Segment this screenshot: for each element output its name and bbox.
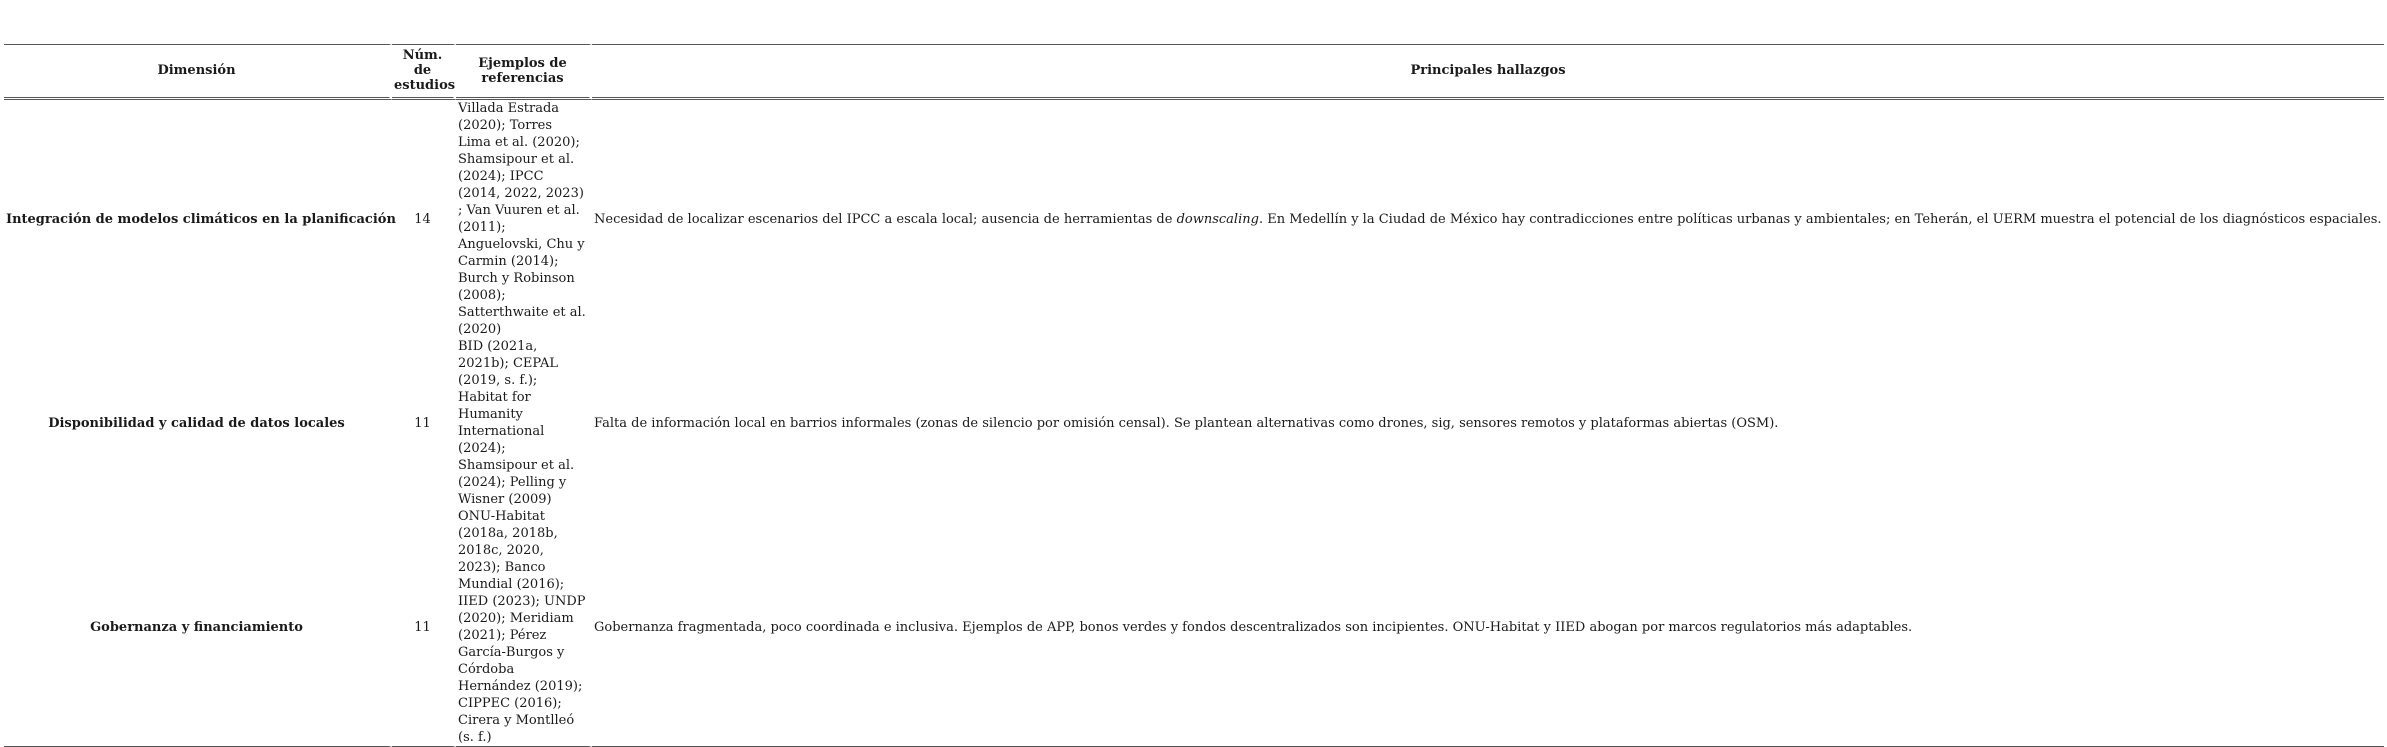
header-refs: Ejemplos de referencias bbox=[456, 44, 592, 100]
table-body bbox=[4, 100, 2384, 747]
cell-refs: Villada Estrada (2020); Torres Lima et al. (2020); Shamsipour et al. (2024); IPCC (2014, 2022, 2023) ; Van Vuuren et al. (2011); Anguelovski, Chu y Carmin (2014); Burch y Robinson (2008); Satterthwaite et al. (2020) bbox=[456, 100, 592, 338]
header-findings: Principales hallazgos bbox=[592, 44, 2384, 100]
header-num-studies: Núm. de estudios bbox=[392, 44, 456, 100]
findings-table bbox=[4, 44, 2384, 747]
header-row bbox=[4, 44, 2384, 100]
table-row bbox=[4, 508, 2384, 747]
findings-emphasis: downscaling bbox=[1176, 211, 1259, 227]
cell-findings: Falta de información local en barrios informales (zonas de silencio por omisión censal). Se plantean alternativas como drones, sig, sensores remotos y plataformas abiertas (OSM). bbox=[594, 415, 1779, 431]
cell-num-studies: 14 bbox=[392, 100, 456, 338]
findings-text-end: . En Medellín y la Ciudad de México hay contradicciones entre políticas urbanas y ambientales; en Teherán, el UERM muestra el potencial de los diagnósticos espaciales. bbox=[1258, 211, 2382, 227]
cell-num-studies: 11 bbox=[392, 338, 456, 508]
cell-dimension: Gobernanza y financiamiento bbox=[4, 508, 392, 747]
table-row bbox=[4, 338, 2384, 508]
cell-findings bbox=[592, 100, 2384, 338]
findings-text-start: Necesidad de localizar escenarios del IPCC a escala local; ausencia de herramientas de bbox=[594, 211, 1177, 227]
table-header bbox=[4, 44, 2384, 100]
cell-findings: Gobernanza fragmentada, poco coordinada e inclusiva. Ejemplos de APP, bonos verdes y fondos descentralizados son incipientes. ONU-Habitat y IIED abogan por marcos regulatorios más adaptables. bbox=[592, 508, 2384, 747]
cell-refs: ONU-Habitat (2018a, 2018b, 2018c, 2020, 2023); Banco Mundial (2016); IIED (2023); UNDP (2020); Meridiam (2021); Pérez García-Burgos y Córdoba Hernández (2019); CIPPEC (2016); Cirera y Montlleó (s. f.) bbox=[456, 508, 592, 747]
table-row bbox=[4, 100, 2384, 338]
cell-dimension: Disponibilidad y calidad de datos locales bbox=[4, 338, 392, 508]
cell-dimension: Integración de modelos climáticos en la planificación bbox=[4, 100, 392, 338]
cell-num-studies: 11 bbox=[392, 508, 456, 747]
header-dimension: Dimensión bbox=[4, 44, 392, 100]
cell-refs: BID (2021a, 2021b); CEPAL (2019, s. f.); Habitat for Humanity International (2024); Shamsipour et al. (2024); Pelling y Wisner (2009) bbox=[456, 338, 592, 508]
